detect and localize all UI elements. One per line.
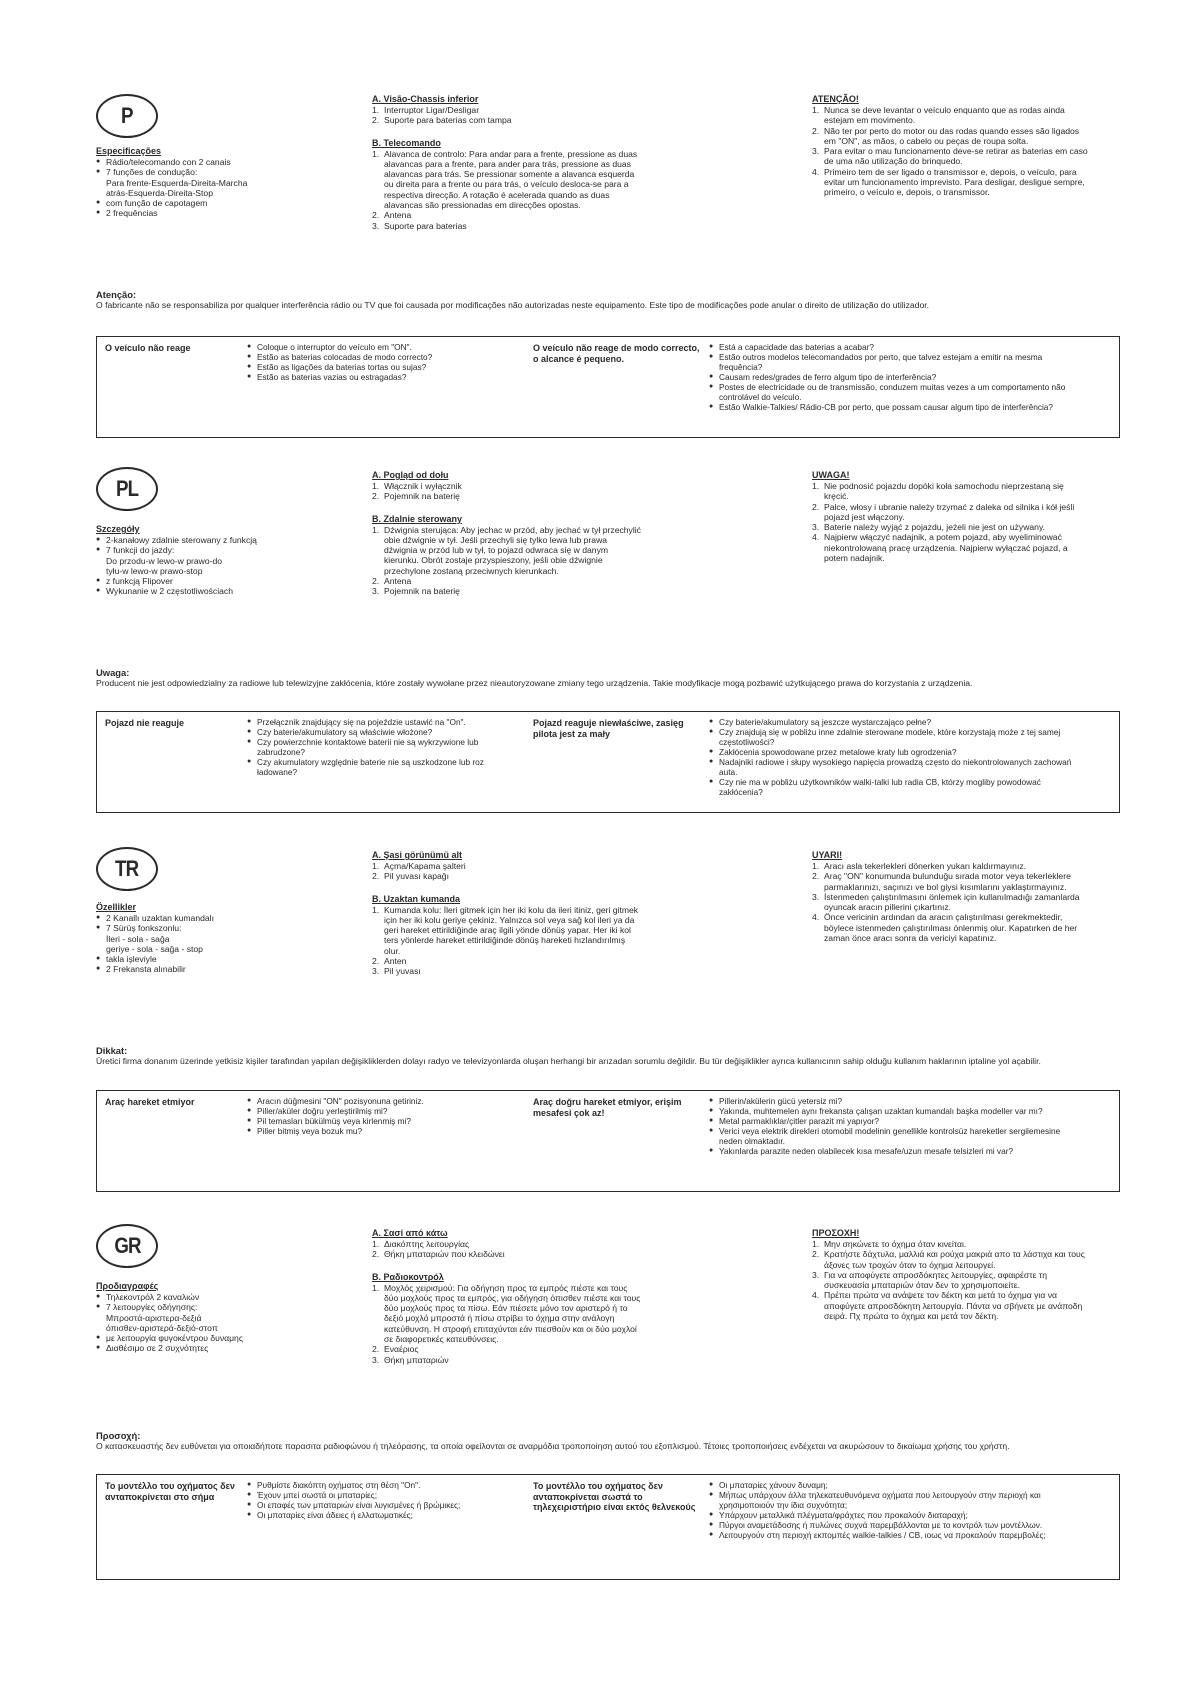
spec-item: ● Rádio/telecomando con 2 canais bbox=[96, 157, 326, 167]
troubleshooting-table bbox=[96, 1474, 1120, 1580]
spec-item: tyłu-w lewo-w prawo-stop bbox=[106, 565, 203, 576]
spec-item: ● 2 Frekansta alınabilir bbox=[96, 964, 326, 974]
list-item: 3. Baterie należy wyjąć z pojazdu, jeżeli nie jest on używany. bbox=[812, 522, 1046, 533]
problem-label: O veículo não reage de modo correcto, o alcance é pequeno. bbox=[533, 343, 700, 364]
problem-label: O veículo não reage bbox=[105, 343, 191, 353]
warning-heading: ΠΡΟΣΟΧΗ! bbox=[812, 1228, 860, 1238]
list-item: 2. Εναέριος bbox=[372, 1344, 419, 1355]
check-item: ● Czy powierzchnie kontaktowe baterii nie są wykrzywione lub zabrudzone? bbox=[247, 737, 487, 757]
specifications bbox=[96, 524, 326, 597]
parts-column bbox=[372, 1228, 642, 1371]
list-item: 3. Θήκη μπαταριών bbox=[372, 1354, 449, 1365]
chassis-heading: A. Visão-Chassis inferior bbox=[372, 94, 479, 104]
list-item: 1. Nunca se deve levantar o veículo enquanto que as rodas ainda estejam em movimento. bbox=[812, 105, 1065, 126]
list-item: 2. Pojemnik na baterię bbox=[372, 491, 460, 502]
list-item: 4. Najpierw włączyć nadajnik, a potem pojazd, aby wyeliminować niekontrolowaną pracę urządzenia. Najpierw wyłączać pojazd, a potem nadajnik. bbox=[812, 532, 1068, 564]
spec-item: ● 7 λειτουργίες οδήγησης: bbox=[96, 1302, 326, 1312]
list-item: 1. Włącznik i wyłącznik bbox=[372, 481, 462, 491]
remote-heading: B. Telecomando bbox=[372, 137, 441, 148]
disclaimer-text: Üretici firma donanım üzerinde yetkisiz kişiler tarafından yapılan değişikliklerden dolayı radyo ve televizyonlarda oluşan herhangi bir arızadan sorumlu değildir. Bu tür değişiklikler ayrıca kullanıcının sahip olduğu kullanım haklarının iptaline yol açabilir. bbox=[96, 1056, 1041, 1067]
language-badge-p: P bbox=[96, 94, 158, 138]
spec-item: ● 7 funções de condução: bbox=[96, 167, 326, 177]
warning-column bbox=[812, 850, 1088, 943]
spec-item: ● z funkcją Flipover bbox=[96, 576, 326, 586]
chassis-heading: A. Σασί από κάτω bbox=[372, 1228, 448, 1238]
spec-item: geriye - sola - sağa - stop bbox=[106, 943, 203, 954]
check-item: ● Aracın düğmesini "ON" pozisyonuna getiriniz. bbox=[247, 1096, 487, 1106]
warning-heading: UWAGA! bbox=[812, 470, 850, 480]
check-item: ● Estão outros modelos telecomandados por perto, que talvez estejam a emitir na mesma frequência? bbox=[709, 352, 1083, 372]
check-item: ● Estão as ligações da baterias tortas ou sujas? bbox=[247, 362, 487, 372]
troubleshooting-table bbox=[96, 336, 1120, 438]
list-item: 2. Não ter por perto do motor ou das rodas quando esses são ligados em "ON", as mãos, o cabelo ou peças de roupa solta. bbox=[812, 125, 1080, 146]
spec-item: ● Wykunanie w 2 częstotliwościach bbox=[96, 586, 326, 596]
spec-item: İleri - sola - sağa bbox=[106, 933, 170, 944]
check-item: ● Czy baterie/akumulatory są właściwie włożone? bbox=[247, 727, 487, 737]
warning-column bbox=[812, 94, 1088, 198]
check-item: ● Coloque o interruptor do veículo em "ON". bbox=[247, 342, 487, 352]
remote-heading: B. Uzaktan kumanda bbox=[372, 893, 461, 904]
problem-label: Pojazd nie reaguje bbox=[105, 718, 185, 728]
check-item: ● Πύργοι αναμετάδοσης ή πυλώνες συχνά παρεμβάλλονται με το κοντρόλ των μοντέλλων. bbox=[709, 1520, 1083, 1530]
disclaimer-text: Ο κατασκευαστής δεν ευθύνεται για οποιαδήποτε παρασιτα ραδιοφώνου ή τηλεόρασης, τα οποία οφείλονται σε αναρμόδια τροποποίηση αυτού του εξοπλισμού. Τέτοιες τροποποιήσεις ενδέχεται να ακυρώσουν το δικαίωμα χρήσης του χρήστη. bbox=[96, 1441, 1010, 1452]
list-item: 1. Μην σηκώνετε το όχημα όταν κινείται. bbox=[812, 1239, 967, 1249]
problem-label: Araç doğru hareket etmiyor, erişim mesafesi çok az! bbox=[533, 1097, 682, 1118]
spec-item: ● 2-kanałowy zdalnie sterowany z funkcją bbox=[96, 535, 326, 545]
list-item: 4. Πρέπει πρώτα να ανάψετε τον δέκτη και μετά το όχημα για να αποφύγετε απροσδόκητη λειτουργία. Πάντα να σβήνετε με ανάποδη σειρά. Πχ πρώτα το όχημα και μετά τον δέκτη. bbox=[812, 1290, 1083, 1322]
disclaimer bbox=[96, 1046, 1120, 1067]
disclaimer bbox=[96, 668, 1120, 689]
warning-heading: UYARI! bbox=[812, 850, 843, 860]
warning-column bbox=[812, 1228, 1088, 1321]
list-item: 2. Antena bbox=[372, 576, 412, 587]
list-item: 3. Para evitar o mau funcionamento deve-se retirar as baterias em caso de uma não utilização do brinquedo. bbox=[812, 146, 1088, 167]
disclaimer bbox=[96, 1431, 1120, 1452]
problem-label: Το μοντέλλο του οχήματος δεν ανταποκρίνεται σωστά το τηλεχειριστήριο είναι εκτός θελνεκούς bbox=[533, 1481, 696, 1512]
parts-column bbox=[372, 94, 642, 237]
check-item: ● Zakłócenia spowodowane przez metalowe kraty lub ogrodzenia? bbox=[709, 747, 1083, 757]
spec-item: ● com função de capotagem bbox=[96, 198, 326, 208]
check-item: ● Nadajniki radiowe i słupy wysokiego napięcia prowadzą często do niekontrolowanych zachowań auta. bbox=[709, 757, 1083, 777]
check-item: ● Czy nie ma w pobliżu użytkowników walki-talki lub radia CB, którzy mogliby powodować zakłócenia? bbox=[709, 777, 1083, 797]
list-item: 2. Antena bbox=[372, 210, 412, 221]
parts-column bbox=[372, 850, 642, 983]
disclaimer-text: O fabricante não se responsabiliza por qualquer interferência rádio ou TV que foi causada por modificações não autorizadas neste equipamento. Este tipo de modificações pode anular o direito de utilização do utilizador. bbox=[96, 300, 929, 311]
check-item: ● Piller/aküler doğru yerleştirilmiş mi? bbox=[247, 1106, 487, 1116]
spec-heading: Szczegóły bbox=[96, 524, 140, 534]
specifications bbox=[96, 1281, 326, 1354]
check-item: ● Czy baterie/akumulatory są jeszcze wystarczająco pełne? bbox=[709, 717, 1083, 727]
check-item: ● Metal parmaklıklar/çitler parazit mi yapıyor? bbox=[709, 1116, 1083, 1126]
check-item: ● Οι μπαταρίες είναι άδειες ή ελλατωματικές; bbox=[247, 1510, 487, 1520]
check-item: ● Estão as baterias vazias ou estragadas? bbox=[247, 372, 487, 382]
troubleshooting-table bbox=[96, 711, 1120, 813]
spec-item: ● 7 funkcji do jazdy: bbox=[96, 545, 326, 555]
list-item: 2. Araç "ON" konumunda bulunduğu sırada motor veya tekerleklere parmaklarınızı, saçınızı ve bol giysi kısımlarını yaklaştırmayınız. bbox=[812, 871, 1071, 892]
spec-item: atrás-Esquerda-Direita-Stop bbox=[106, 187, 213, 198]
disclaimer-title: Atenção: bbox=[96, 289, 137, 300]
list-item: 1. Dźwignia sterująca: Aby jechac w przód, aby jechać w tył przechylić obie dźwignie w tył. Jeśli przechyli się tylko lewa lub prawa dźwignia w przód lub w tył, to pojazd odwraca się w danym kierunku. Obrót zostaje przyspieszony, jeśli obie dźwignie przechylone zostaną przeciwnych kierunkach. bbox=[372, 524, 641, 576]
spec-heading: Especificações bbox=[96, 146, 162, 156]
list-item: 1. Διακόπτης λειτουργίας bbox=[372, 1239, 470, 1249]
disclaimer-title: Uwaga: bbox=[96, 667, 130, 678]
spec-item: ● Τηλεκοντρόλ 2 καναλιών bbox=[96, 1292, 326, 1302]
warning-heading: ATENÇÃO! bbox=[812, 94, 859, 104]
spec-item: ● 2 Kanallı uzaktan kumandalı bbox=[96, 913, 326, 923]
list-item: 1. Alavanca de controlo: Para andar para a frente, pressione as duas alavancas para a frente, para ander para trás, pressione as duas alavancas para trás. Se pressionar somente a alavanca esquerda ou direita para a frente ou para trás, o veículo desloca-se para a respectiva direcção. A rotação é acelerada quando as duas alavancas são pressionadas em direcções opostas. bbox=[372, 148, 638, 211]
section-gr bbox=[96, 1224, 1120, 1624]
check-item: ● Czy akumulatory względnie baterie nie są uszkodzone lub roz ładowane? bbox=[247, 757, 487, 777]
spec-item: ● με λειτουργία φυγοκέντρου δυναμης bbox=[96, 1333, 326, 1343]
list-item: 1. Açma/Kapama şalteri bbox=[372, 861, 466, 871]
list-item: 2. Pil yuvası kapağı bbox=[372, 871, 449, 882]
check-item: ● Pil temasları bükülmüş veya kirlenmiş mi? bbox=[247, 1116, 487, 1126]
list-item: 4. Önce vericinin ardından da aracın çalıştırılması gerekmektedir, böylece istenmeden çalıştırılması önlenmiş olur. Kapatırken de her zaman önce aracı sonra da vericiyi kapatınız. bbox=[812, 912, 1078, 944]
check-item: ● Causam redes/grades de ferro algum tipo de interferência? bbox=[709, 372, 1083, 382]
check-item: ● Estão Walkie-Talkies/ Rádio-CB por perto, que possam causar algum tipo de interferência? bbox=[709, 402, 1083, 412]
list-item: 1. Kumanda kolu: İleri gitmek için her iki kolu da ileri itiniz, geri gitmek için her iki kolu geriye çekiniz. Yalnızca sol veya sağ kol ileri ya da geri hareket ettirildiğinde araç ilgili yönde dönüş yapar. Her iki kol ters yönlerde hareket ettirildiğinde dönüş hareketi hızlandırılmış olur. bbox=[372, 904, 639, 956]
spec-item: ● 2 frequências bbox=[96, 208, 326, 218]
remote-heading: B. Ραδιοκοντρόλ bbox=[372, 1271, 444, 1282]
check-item: ● Piller bitmiş veya bozuk mu? bbox=[247, 1126, 487, 1136]
check-item: ● Έχουν μπεί σωστά οι μπαταρίες; bbox=[247, 1490, 487, 1500]
list-item: 3. Suporte para baterias bbox=[372, 220, 467, 231]
chassis-heading: A. Şasi görünümü alt bbox=[372, 850, 463, 860]
check-item: ● Υπάρχουν μεταλλικά πλέγματα/φράχτες που προκαλούν διαταραχή; bbox=[709, 1510, 1083, 1520]
list-item: 3. Για να αποφύγετε απροσδόκητες λειτουργίες, αφαιρέστε τη συσκευασία μπαταριών όταν δεν το χρησιμοποιείτε. bbox=[812, 1269, 1047, 1291]
disclaimer-title: Προσοχή: bbox=[96, 1430, 141, 1441]
problem-label: Το μοντέλλο του οχήματος δεν ανταποκρίνεται στο σήμα bbox=[105, 1481, 235, 1502]
language-badge-gr: GR bbox=[96, 1224, 158, 1268]
list-item: 2. Κρατήστε δάχτυλα, μαλλιά και ρούχα μακριά απο τα λάστιχα και τους άξονες των τροχών όταν το όχημα λειτουργεί. bbox=[812, 1249, 1085, 1270]
warning-column bbox=[812, 470, 1088, 563]
check-item: ● Λειτουργούν στη περιοχή εκπομπές walkie-talkies / CB, ιοως να προκαλούν παρεμβολές; bbox=[709, 1530, 1083, 1540]
spec-item: όπισθεν-αριστερά-δεξιό-στοπ bbox=[106, 1322, 218, 1333]
list-item: 1. Μοχλός χειρισμού: Για οδήγηση προς τα εμπρός πιέστε και τους δύο μοχλούς προς τα εμπρός, για οδήγηση όπισθεν πιέστε και τους δύο μοχλούς προς τα πίσω. Εάν πιέσετε μόνο τον αριστερό ή το δεξιό μοχλό μπροστά ή πίσω στρίβει το όχημα στην ανάλογη κατεύθυνση. Η στροφή επιταχύνται εάν πιεσθούν και οι δύο μοχλοί σε διαφορετικές κατευθύνσεις. bbox=[372, 1282, 641, 1345]
list-item: 1. Nie podnosić pojazdu dopóki koła samochodu nieprzestaną się kręcić. bbox=[812, 481, 1064, 502]
chassis-heading: A. Pogląd od dołu bbox=[372, 470, 449, 480]
check-item: ● Ρυθμίστε διακόπτη οχήματος στη θέση "On". bbox=[247, 1480, 487, 1490]
disclaimer-text: Producent nie jest odpowiedzialny za radiowe lub telewizyjne zakłócenia, które zostały wywołane przez nieautoryzowane zmiany tego urządzenia. Takie modyfikacje mogą pozbawić użytkującego prawa do korzystania z urządzenia. bbox=[96, 678, 973, 689]
problem-label: Araç hareket etmiyor bbox=[105, 1097, 195, 1107]
check-item: ● Postes de electricidade ou de transmissão, conduzem muitas vezes a um comportamento não controlável do veículo. bbox=[709, 382, 1083, 402]
disclaimer bbox=[96, 290, 1120, 311]
list-item: 2. Θήκη μπαταριών που κλειδώνει bbox=[372, 1249, 505, 1260]
check-item: ● Μήπως υπάρχουν άλλα τηλεκατευθυνόμενα οχήματα που λειτουργούν στην περιοχή και χρησιμοποιούν την ίδια συχνότητα; bbox=[709, 1490, 1083, 1510]
check-item: ● Yakınlarda parazite neden olabilecek kısa mesafe/uzun mesafe telsizleri mi var? bbox=[709, 1146, 1083, 1156]
check-item: ● Οι επαφές των μπαταριών είναι λυγισμένες ή βρώμικες; bbox=[247, 1500, 487, 1510]
section-pl bbox=[96, 467, 1120, 837]
spec-heading: Özellikler bbox=[96, 902, 137, 912]
specifications bbox=[96, 902, 326, 975]
check-item: ● Czy znajdują się w pobliżu inne zdalnie sterowane modele, które korzystają może z tej samej częstotliwości? bbox=[709, 727, 1083, 747]
list-item: 1. Interruptor Ligar/Desligar bbox=[372, 105, 480, 115]
check-item: ● Pillerin/akülerin gücü yetersiz mi? bbox=[709, 1096, 1083, 1106]
spec-item: Do przodu-w lewo-w prawo-do bbox=[106, 555, 223, 566]
check-item: ● Οι μπαταρίες χάνουν δυναμη; bbox=[709, 1480, 1083, 1490]
list-item: 2. Suporte para baterias com tampa bbox=[372, 115, 512, 126]
check-item: ● Przełącznik znajdujący się na pojeździe ustawić na "On". bbox=[247, 717, 487, 727]
spec-item: Μπροστά-αριστερα-δεξιά bbox=[106, 1312, 202, 1323]
spec-item: ● 7 Sürüş fonkszonlu: bbox=[96, 923, 326, 933]
troubleshooting-table bbox=[96, 1090, 1120, 1192]
list-item: 2. Palce, włosy i ubranie należy trzymać z daleka od silnika i kół jeśli pojazd jest włączony. bbox=[812, 501, 1075, 522]
list-item: 3. Pil yuvası bbox=[372, 966, 421, 977]
list-item: 3. Pojemnik na baterię bbox=[372, 586, 460, 597]
spec-item: ● Διαθέσιμο σε 2 συχνότητες bbox=[96, 1343, 326, 1353]
spec-item: ● takla işleviyle bbox=[96, 954, 326, 964]
language-badge-pl: PL bbox=[96, 467, 158, 511]
check-item: ● Verici veya elektrik direkleri otomobil modelinin genellikle kontrolsüz hareketler sergilemesine neden olmaktadır. bbox=[709, 1126, 1083, 1146]
spec-heading: Προδιαγραφές bbox=[96, 1281, 159, 1291]
list-item: 2. Anten bbox=[372, 956, 407, 967]
disclaimer-title: Dikkat: bbox=[96, 1045, 128, 1056]
section-tr bbox=[96, 847, 1120, 1227]
list-item: 3. İstenmeden çalıştırılmasını önlemek için kullanılmadığı zamanlarda oyuncak aracın pillerini çıkartınız. bbox=[812, 891, 1080, 913]
check-item: ● Estão as baterias colocadas de modo correcto? bbox=[247, 352, 487, 362]
check-item: ● Está a capacidade das baterias a acabar? bbox=[709, 342, 1083, 352]
spec-item: Para frente-Esquerda-Direita-Marcha bbox=[106, 177, 248, 188]
specifications bbox=[96, 146, 326, 219]
section-p bbox=[96, 94, 1120, 454]
check-item: ● Yakında, muhtemelen aynı frekansta çalışan uzaktan kumandalı başka modeller var mı? bbox=[709, 1106, 1083, 1116]
list-item: 4. Primeiro tem de ser ligado o transmissor e, depois, o veículo, para evitar um funcionamento imprevisto. Para desligar, desligue sempre, primeiro, o veículo e, depois, o transmissor. bbox=[812, 166, 1085, 198]
list-item: 1. Aracı asla tekerlekleri dönerken yukarı kaldırmayınız. bbox=[812, 861, 1027, 871]
language-badge-tr: TR bbox=[96, 847, 158, 891]
problem-label: Pojazd reaguje niewłaściwe, zasięg pilota jest za mały bbox=[533, 718, 684, 739]
remote-heading: B. Zdalnie sterowany bbox=[372, 513, 463, 524]
parts-column bbox=[372, 470, 642, 603]
